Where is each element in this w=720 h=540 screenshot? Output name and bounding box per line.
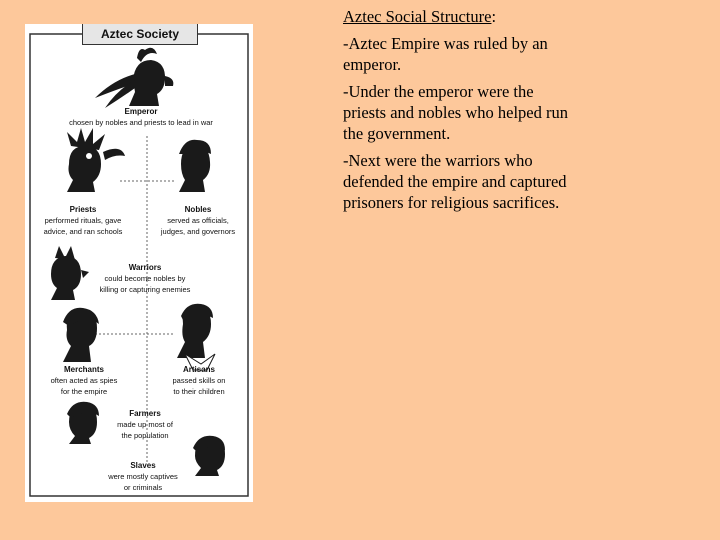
point-warriors: -Next were the warriors who defended the empire and captured prisoners for religious sacrifices. — [343, 151, 567, 212]
priests-label — [33, 204, 133, 237]
slide-text — [343, 6, 568, 219]
warriors-desc-1: could become nobles by — [104, 274, 186, 283]
nobles-title: Nobles — [184, 205, 212, 214]
slaves-title: Slaves — [130, 461, 156, 470]
farmer-figure — [67, 402, 99, 444]
slaves-desc-1: were mostly captives — [108, 472, 178, 481]
priest-figure — [67, 128, 125, 192]
priests-desc-1: performed rituals, gave — [44, 216, 122, 225]
farmers-title: Farmers — [129, 409, 161, 418]
emperor-title: Emperor — [124, 107, 158, 116]
point-emperor: -Aztec Empire was ruled by an emperor. — [343, 34, 548, 74]
point-priests-nobles: -Under the emperor were the priests and nobles who helped run the government. — [343, 82, 568, 143]
nobles-label — [149, 204, 247, 237]
heading-colon: : — [491, 7, 497, 26]
emperor-figure — [95, 48, 173, 108]
merchants-desc-1: often acted as spies — [50, 376, 118, 385]
warriors-title: Warriors — [128, 263, 162, 272]
emperor-label — [39, 106, 243, 128]
slave-figure — [193, 436, 225, 476]
figure-title: Aztec Society — [82, 24, 198, 45]
warriors-label — [83, 262, 207, 295]
farmers-desc-2: the population — [121, 431, 169, 440]
merchants-desc-2: for the empire — [60, 387, 108, 396]
artisan-figure — [177, 304, 215, 370]
warriors-desc-2: killing or capturing enemies — [99, 285, 191, 294]
slide-heading: Aztec Social Structure — [343, 7, 492, 26]
slaves-label — [97, 460, 189, 493]
merchants-title: Merchants — [63, 365, 104, 374]
heading-line — [343, 6, 568, 27]
priests-title: Priests — [69, 205, 97, 214]
emperor-desc: chosen by nobles and priests to lead in war — [69, 118, 213, 127]
merchants-label — [39, 364, 129, 397]
priests-desc-2: advice, and ran schools — [43, 227, 123, 236]
nobles-desc-2: judges, and governors — [160, 227, 236, 236]
merchant-figure — [63, 308, 99, 362]
artisans-title: Artisans — [182, 365, 215, 374]
artisans-desc-1: passed skills on — [172, 376, 226, 385]
artisans-label — [157, 364, 241, 397]
slaves-desc-2: or criminals — [123, 483, 163, 492]
artisans-desc-2: to their children — [173, 387, 225, 396]
farmers-label — [105, 408, 185, 441]
aztec-society-figure — [25, 24, 253, 502]
noble-figure — [179, 140, 211, 192]
nobles-desc-1: served as officials, — [167, 216, 229, 225]
farmers-desc-1: made up most of — [117, 420, 173, 429]
